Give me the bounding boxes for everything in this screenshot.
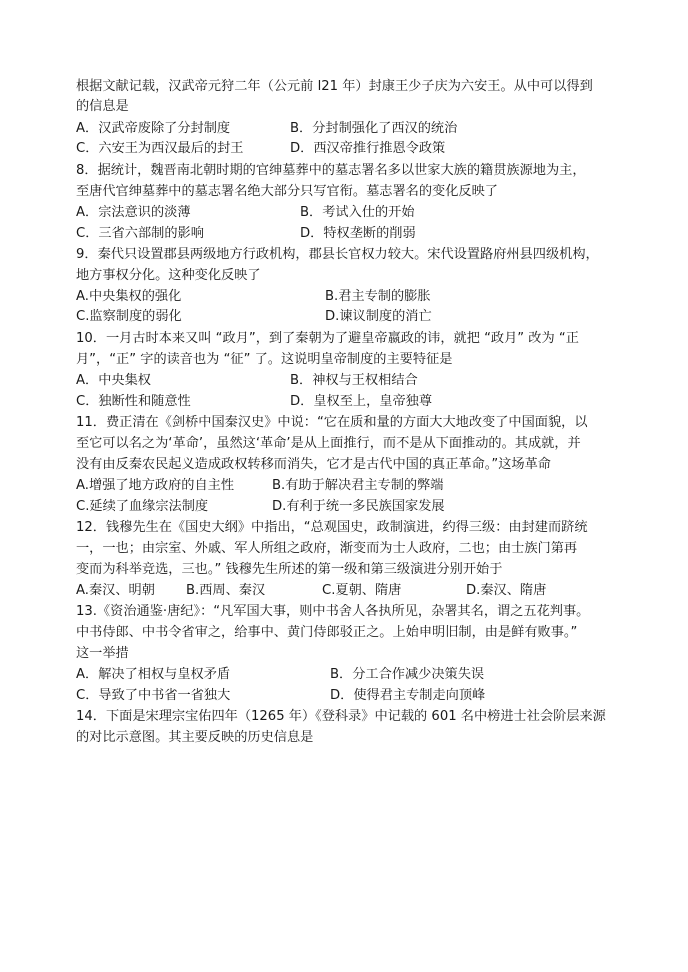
- question-7-option-a: A．汉武帝废除了分封制度: [76, 121, 231, 136]
- question-11-stem-line-2: 至它可以名之为‘革命’，虽然这‘革命’是从上面推行，而不是从下面推动的。其成就，并: [76, 436, 581, 451]
- question-8-option-b: B．考试入仕的开始: [300, 205, 415, 220]
- question-9-option-d: D.谏议制度的消亡: [325, 309, 432, 324]
- question-10-option-a: A．中央集权: [76, 373, 151, 388]
- question-14-stem-line-2: 的对比示意图。其主要反映的历史信息是: [76, 730, 314, 745]
- question-11-stem-line-1: 11．费正清在《剑桥中国秦汉史》中说：“它在质和量的方面大大地改变了中国面貌，以: [76, 415, 588, 430]
- question-10-option-d: D．皇权至上，皇帝独尊: [290, 394, 433, 409]
- question-12-option-a: A.秦汉、明朝: [76, 583, 155, 598]
- question-12-stem-line-2: 一，一也；由宗室、外戚、军人所组之政府，渐变而为士人政府，二也；由士族门第再: [76, 541, 578, 556]
- question-8-option-d: D．特权垄断的削弱: [300, 226, 416, 241]
- question-8-stem-line-2: 至唐代官绅墓葬中的墓志署名绝大部分只写官衔。墓志署名的变化反映了: [76, 184, 498, 199]
- question-9-option-b: B.君主专制的膨胀: [325, 289, 431, 304]
- question-11-option-c: C.延续了血缘宗法制度: [76, 499, 209, 514]
- question-9-stem-line-2: 地方事权分化。这种变化反映了: [76, 268, 261, 283]
- question-12-option-d: D.秦汉、隋唐: [466, 583, 547, 598]
- question-7-stem-line-1: 根据文献记载，汉武帝元狩二年（公元前 l21 年）封康王少子庆为六安王。从中可以得到: [76, 79, 593, 94]
- question-12-stem-line-1: 12．钱穆先生在《国史大纲》中指出，“总观国史，政制演进，约得三级：由封建而跻统: [76, 520, 588, 535]
- question-10-option-b: B．神权与王权相结合: [290, 373, 418, 388]
- question-8-stem-line-1: 8．据统计，魏晋南北朝时期的官绅墓葬中的墓志署名多以世家大族的籍贯族源地为主，: [76, 163, 586, 178]
- question-7-option-d: D．西汉帝推行推恩令政策: [290, 141, 446, 156]
- question-12-stem-line-3: 变而为科举竞选，三也。” 钱穆先生所述的第一级和第三级演进分别开始于: [76, 562, 503, 577]
- question-9-stem-line-1: 9．秦代只设置郡县两级地方行政机构，郡县长官权力较大。宋代设置路府州县四级机构，: [76, 247, 599, 262]
- question-13-option-c: C．导致了中书省一省独大: [76, 688, 231, 703]
- question-11-stem-line-3: 没有由反秦农民起义造成政权转移而消失，它才是古代中国的真正革命。”这场革命: [76, 457, 551, 472]
- question-7-option-b: B．分封制强化了西汉的统治: [290, 121, 458, 136]
- question-9-option-a: A.中央集权的强化: [76, 289, 182, 304]
- question-14-stem-line-1: 14．下面是宋理宗宝佑四年（1265 年）《登科录》中记载的 601 名中榜进士社会阶层来源: [76, 709, 606, 724]
- question-13-option-b: B．分工合作减少决策失误: [330, 667, 485, 682]
- question-12-option-b: B.西周、秦汉: [186, 583, 266, 598]
- question-12-option-c: C.夏朝、隋唐: [322, 583, 402, 598]
- question-13-stem-line-2: 中书侍郎、中书令省审之，给事中、黄门侍郎驳正之。上始申明旧制，由是鲜有败事。”: [76, 625, 578, 640]
- question-9-option-c: C.监察制度的弱化: [76, 309, 182, 324]
- question-10-option-c: C．独断性和随意性: [76, 394, 191, 409]
- question-13-option-d: D．使得君主专制走向顶峰: [330, 688, 486, 703]
- question-11-option-d: D.有利于统一多民族国家发展: [272, 499, 445, 514]
- question-7-stem-line-2: 的信息是: [76, 99, 129, 114]
- question-13-stem-line-1: 13.《资治通鉴·唐纪》：“凡军国大事，则中书舍人各执所见，杂署其名，谓之五花判事。: [76, 604, 590, 619]
- question-13-stem-line-3: 这一举措: [76, 646, 129, 661]
- question-13-option-a: A．解决了相权与皇权矛盾: [76, 667, 231, 682]
- question-10-stem-line-1: 10．一月古时本来又叫 “政月”，到了秦朝为了避皇帝嬴政的讳，就把 “政月” 改为 “正: [76, 331, 579, 346]
- question-8-option-a: A．宗法意识的淡薄: [76, 205, 191, 220]
- question-10-stem-line-2: 月”，“正” 字的读音也为 “征” 了。这说明皇帝制度的主要特征是: [76, 352, 453, 367]
- question-8-option-c: C．三省六部制的影响: [76, 226, 204, 241]
- question-11-option-b: B.有助于解决君主专制的弊端: [272, 478, 444, 493]
- question-7-option-c: C．六安王为西汉最后的封王: [76, 141, 244, 156]
- question-11-option-a: A.增强了地方政府的自主性: [76, 478, 235, 493]
